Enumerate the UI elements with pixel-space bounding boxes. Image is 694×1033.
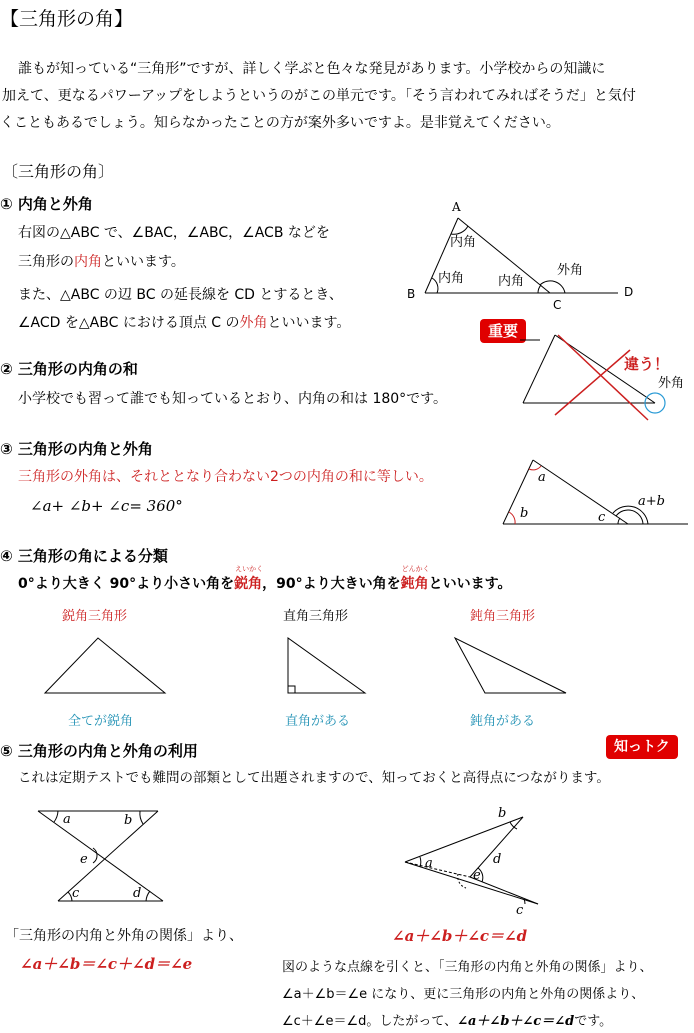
- gaikaku-label: 外角: [658, 376, 685, 391]
- angle-mark-c: [538, 285, 541, 293]
- keyword-donkaku: [400, 565, 430, 593]
- label-c: c: [72, 886, 80, 901]
- figure-exterior-angle-theorem: [498, 455, 694, 530]
- type-acute-name: 鋭角三角形: [62, 609, 128, 624]
- left-formula: ∠a＋∠b＝∠c＋∠d＝∠e: [20, 955, 193, 973]
- dotted-line: [405, 862, 470, 877]
- side-right: [533, 460, 628, 524]
- right-triangle: [288, 638, 365, 693]
- section-3-formula: ∠a+ ∠b+ ∠c= 360°: [30, 497, 183, 515]
- figure-wrong-exterior-sum: [520, 325, 694, 425]
- section-3-heading: ③ 三角形の内角と外角: [0, 440, 153, 458]
- label-e: e: [80, 852, 88, 867]
- section-4-text: [18, 565, 512, 593]
- section-2-heading: ② 三角形の内角の和: [0, 360, 138, 378]
- label-c: c: [516, 903, 524, 918]
- section-4-heading: ④ 三角形の角による分類: [0, 547, 168, 565]
- label-b: b: [124, 813, 133, 828]
- vertex-a: A: [452, 200, 461, 214]
- figure-interior-exterior-angle: [400, 198, 650, 316]
- vertex-c: C: [553, 298, 562, 312]
- section-2-text: 小学校でも習って誰でも知っているとおり、内角の和は 180°です。: [18, 391, 448, 407]
- label-e: e: [473, 868, 481, 883]
- text: ∠ACD を△ABC における頂点 C の: [18, 315, 240, 331]
- label-a: a: [425, 856, 433, 871]
- angle-mark-a: [54, 811, 58, 822]
- text: です。: [574, 1014, 613, 1029]
- section-5-heading: ⑤ 三角形の内角と外角の利用: [0, 742, 198, 760]
- label-a: a: [63, 812, 71, 827]
- intro-line-3: くこともあるでしょう。知らなかったことの方が案外多いですよ。是非覚えてください。: [0, 115, 560, 131]
- acute-triangle: [45, 638, 165, 693]
- obtuse-triangle: [455, 638, 566, 693]
- final-formula: ∠a＋∠b＋∠c＝∠d: [457, 1014, 575, 1029]
- intro-line-2: 加えて、更なるパワーアップをしようというのがこの単元です。「そう言われてみればそうだ」と気付: [2, 88, 636, 104]
- angle-mark-ab-inner: [616, 510, 643, 524]
- section-1-line-3: また、△ABC の辺 BC の延長線を CD とするとき、: [18, 287, 343, 303]
- page-title: 【三角形の角】: [0, 8, 134, 30]
- right-line-3: [282, 1010, 612, 1029]
- text: ∠c＋∠e＝∠d。したがって、: [282, 1014, 458, 1029]
- section-1-heading: ① 内角と外角: [0, 195, 93, 213]
- keyword-naikaku: 内角: [74, 254, 102, 270]
- cross-line-2: [555, 350, 630, 415]
- eikaku-text: 鋭角: [234, 576, 263, 592]
- section-3-rule: 三角形の外角は、それととなり合わない2つの内角の和に等しい。: [18, 469, 433, 485]
- right-angle-mark: [288, 686, 295, 693]
- label-b: b: [498, 806, 507, 821]
- diagonal-1: [38, 811, 163, 901]
- side-upper: [405, 817, 523, 862]
- type-right-desc: 直角がある: [285, 714, 351, 729]
- chigau-label: 違う！: [624, 355, 670, 373]
- angle-mark-b: [140, 811, 143, 824]
- vertex-d: D: [624, 285, 634, 299]
- label-gaikaku: 外角: [557, 263, 584, 278]
- label-d: d: [133, 886, 142, 901]
- angle-mark-d: [146, 891, 150, 901]
- angle-mark-exterior: [540, 281, 565, 293]
- ruby-eikaku: えいかく: [235, 565, 264, 573]
- angle-mark-c: [618, 518, 620, 524]
- ruby-donkaku: どんかく: [401, 565, 430, 573]
- angle-mark-a: [420, 857, 421, 867]
- text: 三角形の: [18, 254, 74, 270]
- label-a: a: [538, 470, 546, 485]
- type-right-name: 直角三角形: [283, 609, 349, 624]
- text: といいます。: [102, 254, 185, 270]
- badge-juyo: 重要: [480, 319, 526, 343]
- keyword-gaikaku: 外角: [239, 315, 268, 331]
- right-line-1: 図のような点線を引くと、「三角形の内角と外角の関係」より、: [282, 960, 653, 975]
- angle-mark-b: [509, 512, 515, 524]
- label-naikaku-a: 内角: [450, 235, 477, 250]
- section-subtitle: 〔三角形の角〕: [2, 162, 115, 181]
- label-naikaku-c: 内角: [498, 274, 525, 289]
- label-d: d: [493, 852, 502, 867]
- side-left: [503, 460, 533, 524]
- section-1-line-2: [18, 249, 185, 276]
- label-b: b: [520, 506, 529, 521]
- badge-shittoku: 知っトク: [606, 735, 678, 759]
- right-formula: ∠a＋∠b＋∠c＝∠d: [392, 927, 528, 945]
- angle-mark-e: [93, 848, 97, 863]
- donkaku-text: 鈍角: [400, 576, 429, 592]
- cross-line-1: [558, 335, 648, 420]
- section-5-text: これは定期テストでも難問の部類として出題されますので、知っておくと高得点につながります。: [18, 770, 610, 786]
- label-c: c: [598, 510, 606, 525]
- figure-triangle-classification: [40, 630, 580, 700]
- section-1-line-1: 右図の△ABC で、∠BAC，∠ABC，∠ACB などを: [18, 225, 330, 241]
- right-line-2: ∠a＋∠b＝∠e になり、更に三角形の内角と外角の関係より、: [282, 987, 645, 1002]
- text: ，90°より大きい角を: [262, 576, 401, 592]
- section-1-line-4: [18, 310, 350, 337]
- text: といいます。: [428, 576, 512, 592]
- figure-hourglass: [30, 805, 170, 905]
- text: 0°より大きく 90°より小さい角を: [18, 576, 235, 592]
- keyword-eikaku: [234, 565, 264, 593]
- label-a-plus-b: a+b: [638, 494, 665, 509]
- vertex-b: B: [407, 287, 416, 301]
- intro-line-1: 誰もが知っている“三角形”ですが、詳しく学ぶと色々な発見があります。小学校からの知識に: [18, 61, 606, 77]
- type-acute-desc: 全てが鋭角: [68, 714, 134, 729]
- left-note: 「三角形の内角と外角の関係」より、: [5, 928, 243, 944]
- figure-arrowhead: [400, 800, 550, 920]
- text: といいます。: [267, 315, 351, 331]
- label-naikaku-b: 内角: [438, 271, 465, 286]
- type-obtuse-name: 鈍角三角形: [470, 609, 536, 624]
- side-left: [523, 335, 555, 403]
- type-obtuse-desc: 鈍角がある: [470, 714, 536, 729]
